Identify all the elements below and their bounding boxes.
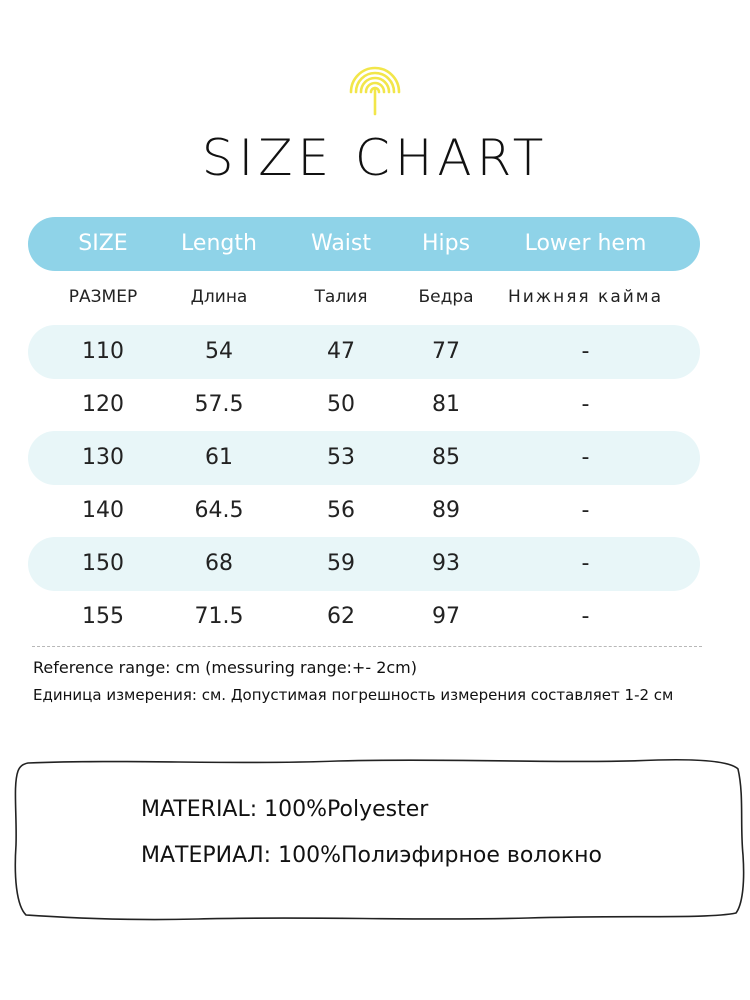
table-cell: 64.5: [194, 498, 244, 523]
material-line-en: [141, 797, 428, 822]
table-cell: 89: [432, 498, 460, 523]
table-cell: -: [581, 339, 590, 364]
subheader-waist: Талия: [314, 287, 368, 307]
table-cell: 47: [327, 339, 355, 364]
table-cell: 85: [432, 445, 460, 470]
table-cell: 71.5: [194, 604, 244, 629]
header-waist: Waist: [310, 231, 372, 256]
table-cell: 68: [205, 551, 233, 576]
material-value: 100%Polyester: [264, 797, 429, 822]
table-cell: 155: [82, 604, 124, 629]
table-cell: -: [581, 445, 590, 470]
header-length: Length: [181, 231, 257, 256]
material-label: MATERIAL:: [141, 797, 258, 822]
table-cell: 120: [82, 392, 124, 417]
header-size: SIZE: [78, 231, 128, 256]
table-cell: -: [581, 604, 590, 629]
reference-note: Reference range: cm (messuring range:+- 2cm): [33, 658, 417, 677]
table-cell: 81: [432, 392, 460, 417]
material-line-ru: [141, 843, 602, 868]
subheader-lower-hem: Нижняя кайма: [507, 287, 664, 307]
table-cell: 130: [82, 445, 124, 470]
table-cell: -: [581, 551, 590, 576]
table-cell: 56: [327, 498, 355, 523]
material-box: [8, 755, 748, 923]
table-cell: 50: [327, 392, 355, 417]
table-cell: 110: [82, 339, 124, 364]
table-cell: -: [581, 392, 590, 417]
table-cell: 61: [205, 445, 233, 470]
table-cell: 54: [205, 339, 233, 364]
table-cell: 93: [432, 551, 460, 576]
page-title: SIZE CHART: [201, 129, 549, 187]
table-cell: 150: [82, 551, 124, 576]
subheader-hips: Бедра: [418, 287, 474, 307]
stylized-tree-icon: [343, 62, 407, 116]
table-cell: 59: [327, 551, 355, 576]
table-cell: 77: [432, 339, 460, 364]
reference-note-ru: Единица измерения: см. Допустимая погрешность измерения составляет 1-2 см: [33, 686, 674, 704]
subheader-length: Длина: [190, 287, 248, 307]
material-value-ru: 100%Полиэфирное волокно: [278, 843, 602, 868]
table-cell: 97: [432, 604, 460, 629]
dashed-divider: [32, 646, 702, 647]
subheader-size: РАЗМЕР: [68, 287, 138, 307]
table-cell: 57.5: [194, 392, 244, 417]
header-hips: Hips: [421, 231, 471, 256]
table-cell: 62: [327, 604, 355, 629]
table-cell: 140: [82, 498, 124, 523]
header-lower-hem: Lower hem: [524, 231, 647, 256]
table-cell: -: [581, 498, 590, 523]
material-label-ru: МАТЕРИАЛ:: [141, 843, 272, 868]
table-cell: 53: [327, 445, 355, 470]
